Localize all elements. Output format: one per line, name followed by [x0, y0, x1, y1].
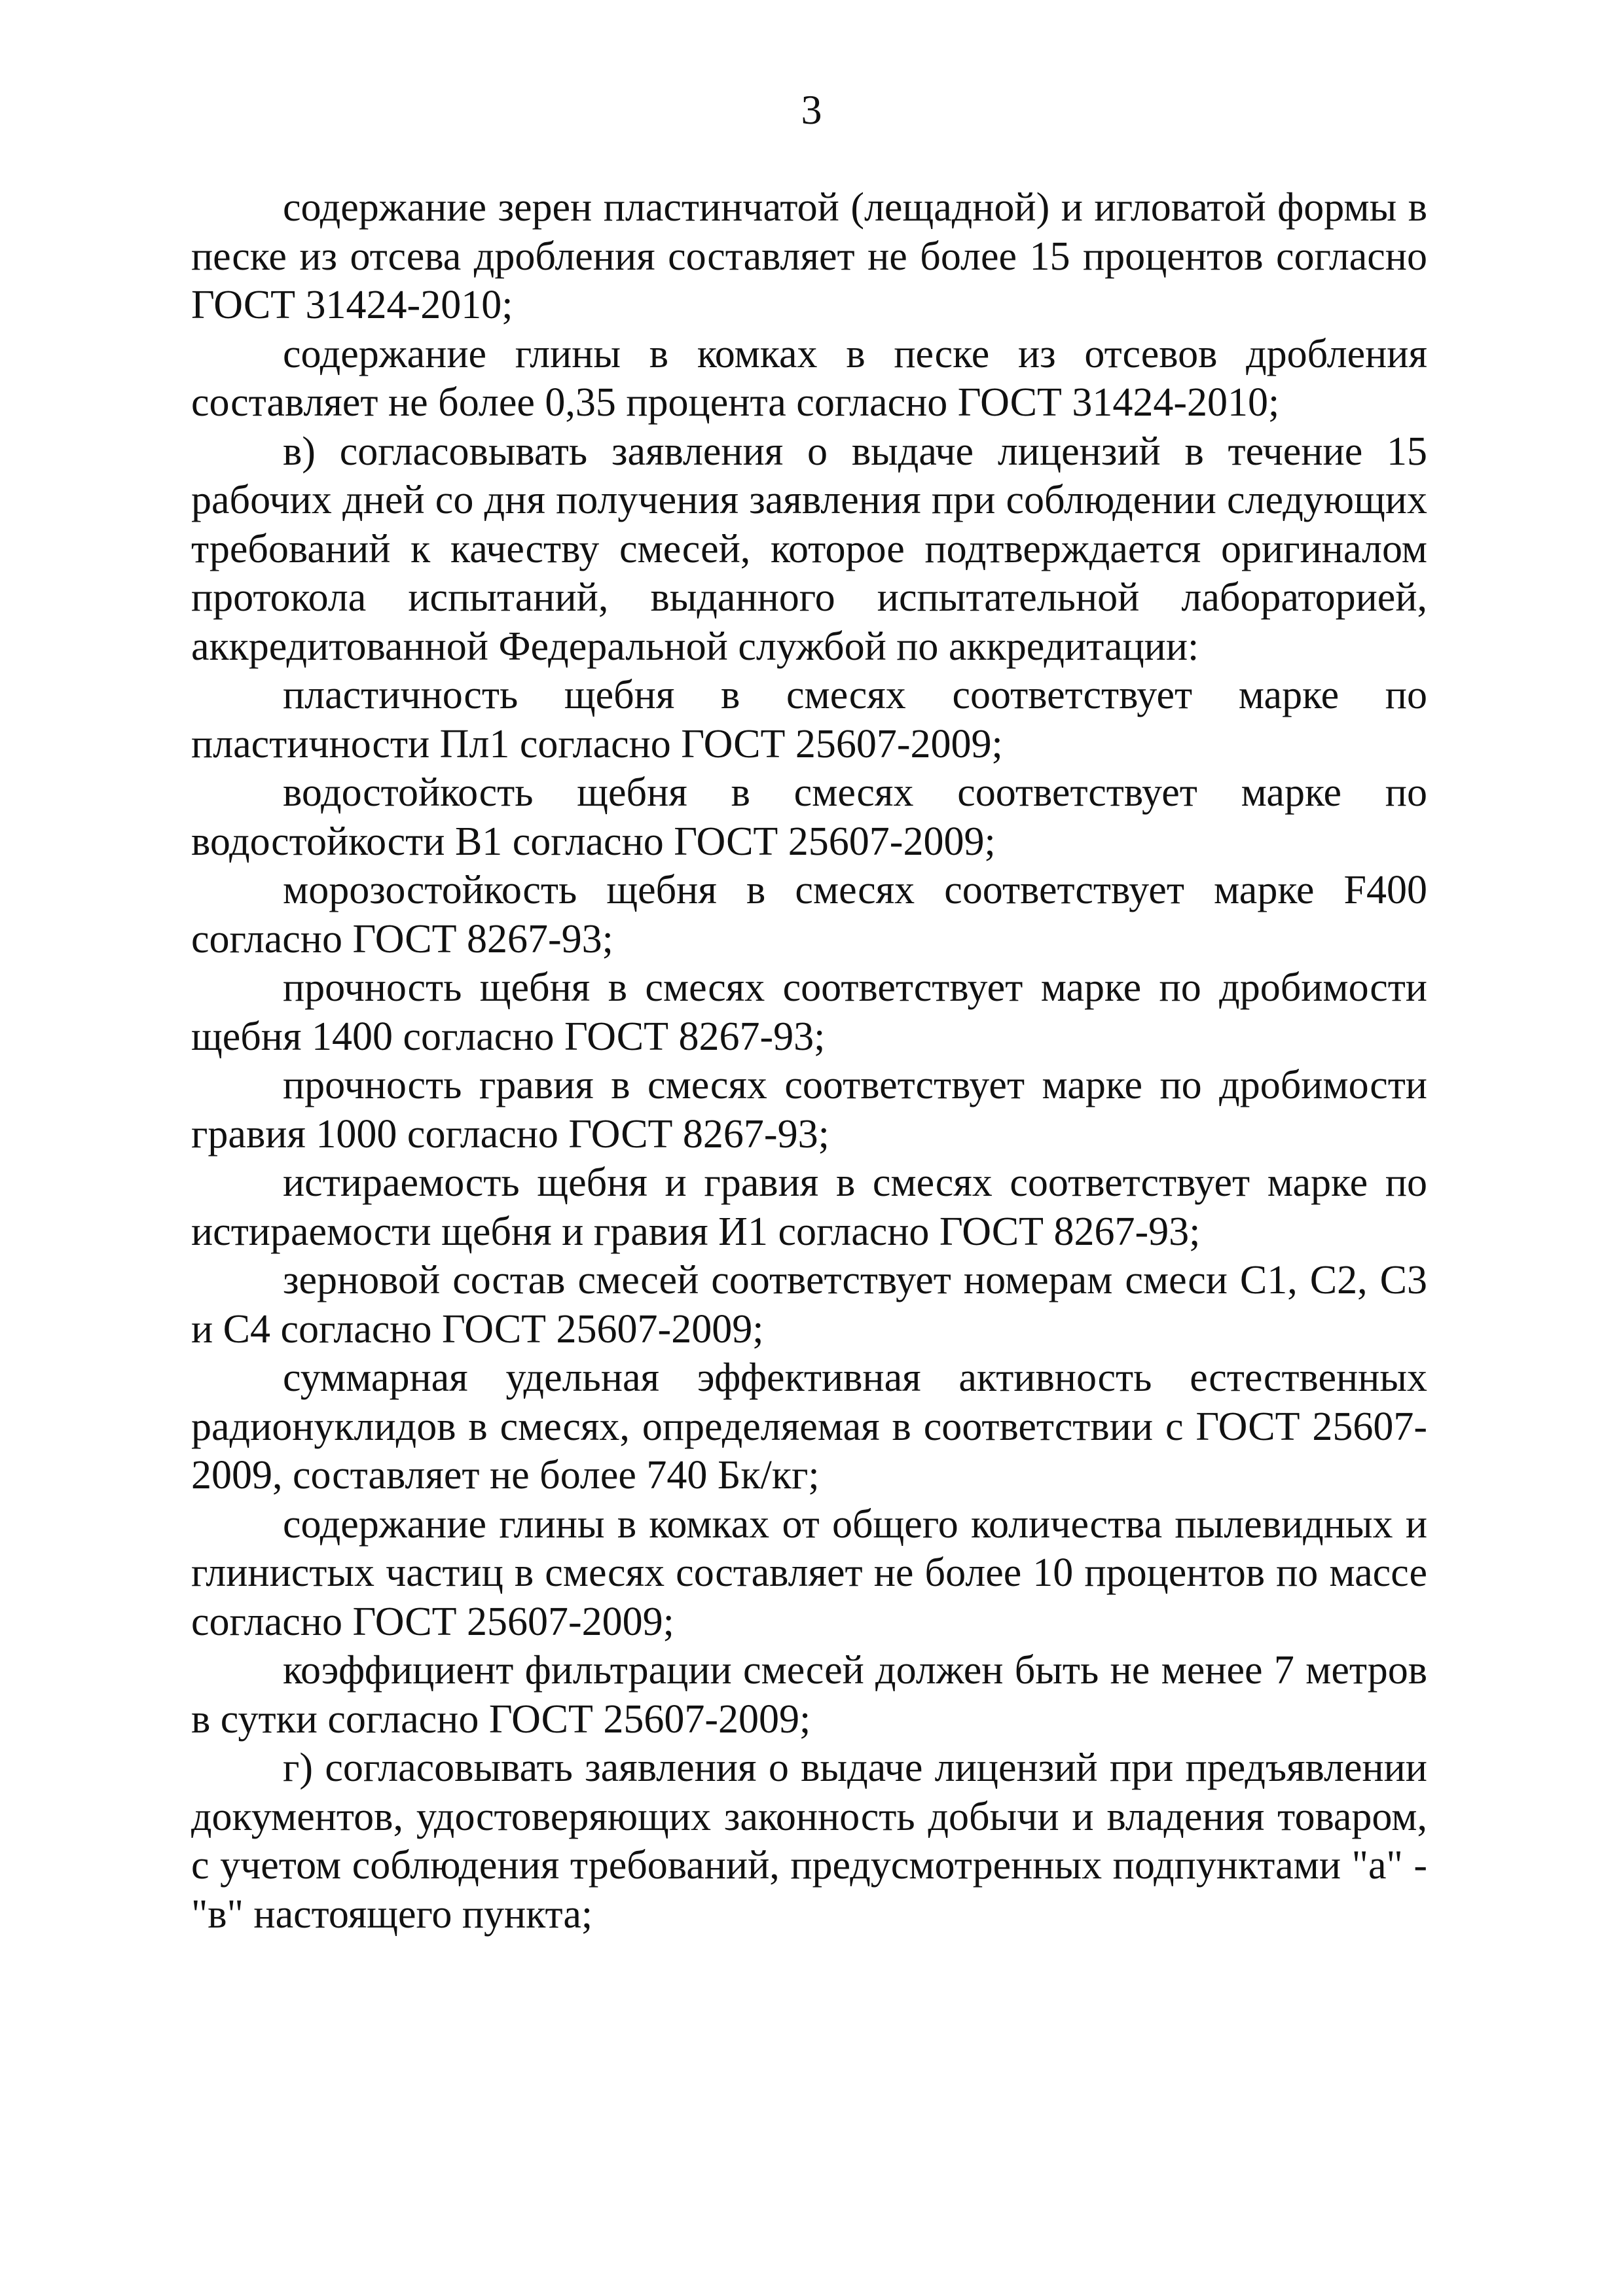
paragraph: содержание глины в комках от общего количества пылевидных и глинистых частиц в смесях составляет не более 10 процентов по массе согласно ГОСТ 25607-2009;: [191, 1501, 1427, 1644]
paragraph: содержание глины в комках в песке из отсевов дробления составляет не более 0,35 процента согласно ГОСТ 31424-2010;: [191, 331, 1427, 425]
paragraph: суммарная удельная эффективная активность естественных радионуклидов в смесях, определяемая в соответствии с ГОСТ 25607-2009, составляет не более 740 Бк/кг;: [191, 1355, 1427, 1498]
paragraph: содержание зерен пластинчатой (лещадной) и игловатой формы в песке из отсева дробления составляет не более 15 процентов согласно ГОСТ 31424-2010;: [191, 185, 1427, 327]
paragraph: морозостойкость щебня в смесях соответствует марке F400 согласно ГОСТ 8267-93;: [191, 868, 1427, 961]
paragraph: в) согласовывать заявления о выдаче лицензий в течение 15 рабочих дней со дня получения заявления при соблюдении следующих требований к качеству смесей, которое подтверждается оригиналом протокола испытаний, выданного испытательной лабораторией, аккредитованной Федеральной службой по аккредитации:: [191, 429, 1427, 669]
page-number: 3: [801, 86, 822, 133]
paragraph: прочность щебня в смесях соответствует марке по дробимости щебня 1400 согласно ГОСТ 8267-93;: [191, 965, 1427, 1059]
paragraph: коэффициент фильтрации смесей должен быть не менее 7 метров в сутки согласно ГОСТ 25607-2009;: [191, 1648, 1427, 1742]
document-body: [191, 183, 1427, 1939]
paragraph: пластичность щебня в смесях соответствует марке по пластичности Пл1 согласно ГОСТ 25607-2009;: [191, 673, 1427, 766]
paragraph: водостойкость щебня в смесях соответствует марке по водостойкости В1 согласно ГОСТ 25607-2009;: [191, 770, 1427, 864]
paragraph: зерновой состав смесей соответствует номерам смеси С1, С2, С3 и С4 согласно ГОСТ 25607-2009;: [191, 1258, 1427, 1352]
paragraph: истираемость щебня и гравия в смесях соответствует марке по истираемости щебня и гравия И1 согласно ГОСТ 8267-93;: [191, 1160, 1427, 1254]
paragraph: прочность гравия в смесях соответствует марке по дробимости гравия 1000 согласно ГОСТ 8267-93;: [191, 1063, 1427, 1157]
paragraph: г) согласовывать заявления о выдаче лицензий при предъявлении документов, удостоверяющих законность добычи и владения товаром, с учетом соблюдения требований, предусмотренных подпунктами "а" - "в" настоящего пункта;: [191, 1746, 1427, 1937]
